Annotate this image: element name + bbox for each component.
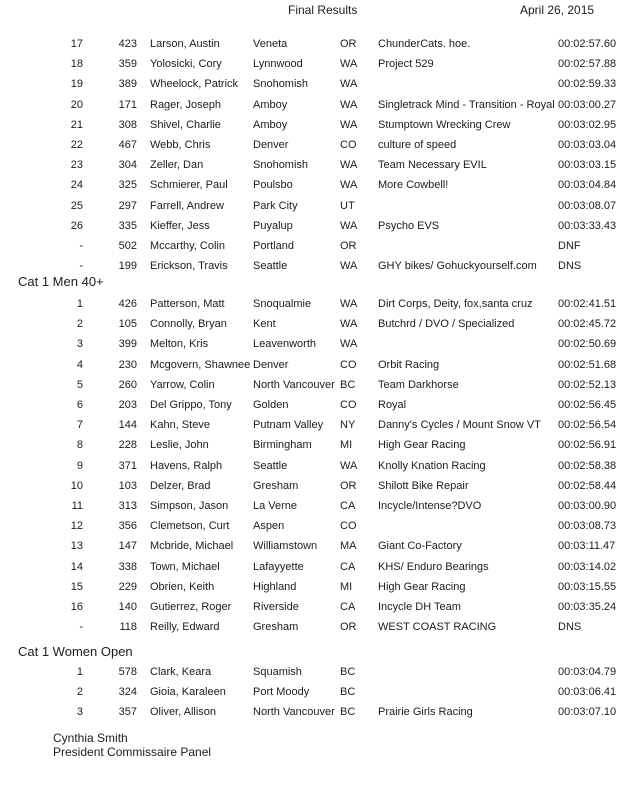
place-cell: 13 xyxy=(70,540,83,553)
time-cell: 00:02:56.91 xyxy=(558,439,617,452)
rider-name-cell: Erickson, Travis xyxy=(150,260,228,273)
team-cell: More Cowbell! xyxy=(378,179,449,192)
time-cell: 00:02:45.72 xyxy=(558,318,617,331)
place-cell: 1 xyxy=(76,666,83,679)
city-cell: Denver xyxy=(253,358,289,371)
result-row xyxy=(0,175,640,195)
rider-name-cell: Yolosicki, Cory xyxy=(150,58,222,71)
state-cell: WA xyxy=(340,459,358,472)
city-cell: Amboy xyxy=(253,118,288,131)
state-cell: OR xyxy=(340,479,357,492)
time-cell: 00:03:00.90 xyxy=(558,499,617,512)
result-row xyxy=(0,314,640,334)
bib-number-cell: 140 xyxy=(118,600,137,613)
place-cell: 25 xyxy=(70,199,83,212)
team-cell: Incycle/Intense?DVO xyxy=(378,499,482,512)
rider-name-cell: Connolly, Bryan xyxy=(150,318,227,331)
state-cell: WA xyxy=(340,219,358,232)
rider-name-cell: Melton, Kris xyxy=(150,338,209,351)
time-cell: 00:03:02.95 xyxy=(558,118,617,131)
bib-number-cell: 199 xyxy=(118,260,137,273)
signature-block xyxy=(53,731,211,759)
place-cell: 19 xyxy=(70,78,83,91)
team-cell: Dirt Corps, Deity, fox,santa cruz xyxy=(378,298,533,311)
bib-number-cell: 313 xyxy=(118,499,137,512)
team-cell: GHY bikes/ Gohuckyourself.com xyxy=(378,260,537,273)
result-row xyxy=(0,74,640,94)
city-cell: Portland xyxy=(253,239,294,252)
city-cell: Gresham xyxy=(253,479,299,492)
rider-name-cell: Simpson, Jason xyxy=(150,499,229,512)
place-cell: 20 xyxy=(70,98,83,111)
team-cell: Incycle DH Team xyxy=(378,600,461,613)
state-cell: CA xyxy=(340,499,356,512)
state-cell: CA xyxy=(340,600,356,613)
team-cell: Project 529 xyxy=(378,58,434,71)
state-cell: WA xyxy=(340,338,358,351)
team-cell: Shilott Bike Repair xyxy=(378,479,469,492)
result-row xyxy=(0,34,640,54)
city-cell: Birmingham xyxy=(253,439,312,452)
state-cell: MI xyxy=(340,439,353,452)
rider-name-cell: Oliver, Allison xyxy=(150,706,217,719)
place-cell: 22 xyxy=(70,139,83,152)
team-cell: Giant Co-Factory xyxy=(378,540,462,553)
place-cell: 6 xyxy=(76,399,83,412)
state-cell: BC xyxy=(340,686,356,699)
result-row xyxy=(0,435,640,455)
result-row xyxy=(0,95,640,115)
team-cell: Danny's Cycles / Mount Snow VT xyxy=(378,419,541,432)
rider-name-cell: Gutierrez, Roger xyxy=(150,600,232,613)
city-cell: Kent xyxy=(253,318,276,331)
state-cell: OR xyxy=(340,239,357,252)
city-cell: La Verne xyxy=(253,499,298,512)
state-cell: OR xyxy=(340,621,357,634)
rider-name-cell: Town, Michael xyxy=(150,560,220,573)
city-cell: Lafayyette xyxy=(253,560,304,573)
state-cell: OR xyxy=(340,38,357,51)
bib-number-cell: 357 xyxy=(118,706,137,719)
result-row xyxy=(0,556,640,576)
state-cell: WA xyxy=(340,318,358,331)
rider-name-cell: Clark, Keara xyxy=(150,666,212,679)
result-row xyxy=(0,496,640,516)
place-cell: 7 xyxy=(76,419,83,432)
place-cell: 1 xyxy=(76,298,83,311)
place-cell: 24 xyxy=(70,179,83,192)
time-cell: 00:03:08.07 xyxy=(558,199,617,212)
result-row xyxy=(0,375,640,395)
state-cell: WA xyxy=(340,298,358,311)
result-row xyxy=(0,662,640,682)
bib-number-cell: 325 xyxy=(118,179,137,192)
state-cell: UT xyxy=(340,199,355,212)
city-cell: Williamstown xyxy=(253,540,318,553)
time-cell: 00:03:06.41 xyxy=(558,686,617,699)
time-cell: 00:02:58.44 xyxy=(558,479,617,492)
city-cell: Poulsbo xyxy=(253,179,293,192)
time-cell: 00:02:59.33 xyxy=(558,78,617,91)
state-cell: WA xyxy=(340,260,358,273)
bib-number-cell: 229 xyxy=(118,580,137,593)
state-cell: MI xyxy=(340,580,353,593)
bib-number-cell: 335 xyxy=(118,219,137,232)
time-cell: 00:02:50.69 xyxy=(558,338,617,351)
bib-number-cell: 308 xyxy=(118,118,137,131)
time-cell: 00:03:15.55 xyxy=(558,580,617,593)
city-cell: Leavenworth xyxy=(253,338,316,351)
rider-name-cell: Farrell, Andrew xyxy=(150,199,224,212)
city-cell: Squamish xyxy=(253,666,302,679)
result-row xyxy=(0,355,640,375)
bib-number-cell: 356 xyxy=(118,520,137,533)
result-row xyxy=(0,395,640,415)
bib-number-cell: 228 xyxy=(118,439,137,452)
place-cell: 4 xyxy=(76,358,83,371)
commissaire-name: Cynthia Smith xyxy=(53,731,128,745)
bib-number-cell: 103 xyxy=(118,479,137,492)
city-cell: Veneta xyxy=(253,38,288,51)
bib-number-cell: 260 xyxy=(118,378,137,391)
bib-number-cell: 338 xyxy=(118,560,137,573)
rider-name-cell: Patterson, Matt xyxy=(150,298,225,311)
bib-number-cell: 389 xyxy=(118,78,137,91)
results-table-cat1-women-open xyxy=(0,662,640,723)
time-cell: 00:03:33.43 xyxy=(558,219,617,232)
bib-number-cell: 426 xyxy=(118,298,137,311)
team-cell: Stumptown Wrecking Crew xyxy=(378,118,511,131)
place-cell: 23 xyxy=(70,159,83,172)
state-cell: WA xyxy=(340,98,358,111)
rider-name-cell: Webb, Chris xyxy=(150,139,211,152)
result-row xyxy=(0,54,640,74)
section-header-cat1-men-40plus: Cat 1 Men 40+ xyxy=(18,274,104,289)
result-row xyxy=(0,536,640,556)
city-cell: Riverside xyxy=(253,600,299,613)
result-row xyxy=(0,617,640,637)
rider-name-cell: Mcgovern, Shawnee xyxy=(150,358,251,371)
time-cell: 00:03:03.04 xyxy=(558,139,617,152)
city-cell: Lynnwood xyxy=(253,58,303,71)
time-cell: 00:02:41.51 xyxy=(558,298,617,311)
team-cell: Team Necessary EVIL xyxy=(378,159,487,172)
state-cell: MA xyxy=(340,540,357,553)
place-cell: 3 xyxy=(76,338,83,351)
result-row xyxy=(0,216,640,236)
place-cell: - xyxy=(79,239,83,252)
place-cell: 2 xyxy=(76,686,83,699)
state-cell: BC xyxy=(340,378,356,391)
time-cell: DNS xyxy=(558,621,582,634)
city-cell: Putnam Valley xyxy=(253,419,324,432)
place-cell: 2 xyxy=(76,318,83,331)
rider-name-cell: Clemetson, Curt xyxy=(150,520,230,533)
bib-number-cell: 118 xyxy=(119,621,137,634)
team-cell: High Gear Racing xyxy=(378,439,466,452)
bib-number-cell: 502 xyxy=(118,239,137,252)
city-cell: Seattle xyxy=(253,459,288,472)
bib-number-cell: 171 xyxy=(118,98,137,111)
city-cell: Gresham xyxy=(253,621,299,634)
commissaire-title: President Commissaire Panel xyxy=(53,745,212,759)
place-cell: - xyxy=(79,260,83,273)
place-cell: 8 xyxy=(76,439,83,452)
section-header-cat1-women-open: Cat 1 Women Open xyxy=(18,644,133,659)
city-cell: Snoqualmie xyxy=(253,298,312,311)
time-cell: 00:03:04.84 xyxy=(558,179,617,192)
result-row xyxy=(0,135,640,155)
state-cell: CO xyxy=(340,358,357,371)
state-cell: NY xyxy=(340,419,356,432)
time-cell: 00:02:56.54 xyxy=(558,419,617,432)
result-row xyxy=(0,236,640,256)
place-cell: - xyxy=(79,621,83,634)
team-cell: KHS/ Enduro Bearings xyxy=(378,560,489,573)
time-cell: 00:03:03.15 xyxy=(558,159,617,172)
bib-number-cell: 144 xyxy=(118,419,137,432)
rider-name-cell: Zeller, Dan xyxy=(150,159,204,172)
place-cell: 26 xyxy=(70,219,83,232)
time-cell: 00:03:14.02 xyxy=(558,560,617,573)
page-date: April 26, 2015 xyxy=(520,3,595,17)
rider-name-cell: Delzer, Brad xyxy=(150,479,211,492)
bib-number-cell: 324 xyxy=(118,686,137,699)
time-cell: 00:03:07.10 xyxy=(558,706,617,719)
state-cell: WA xyxy=(340,58,358,71)
place-cell: 16 xyxy=(70,600,83,613)
city-cell: North Vancouver xyxy=(253,378,335,391)
bib-number-cell: 105 xyxy=(118,318,137,331)
result-row xyxy=(0,702,640,722)
time-cell: 00:03:00.27 xyxy=(558,98,617,111)
bib-number-cell: 371 xyxy=(118,459,137,472)
state-cell: WA xyxy=(340,78,358,91)
bib-number-cell: 467 xyxy=(118,139,137,152)
result-row xyxy=(0,115,640,135)
rider-name-cell: Obrien, Keith xyxy=(150,580,215,593)
city-cell: Golden xyxy=(253,399,289,412)
team-cell: Singletrack Mind - Transition - Royal xyxy=(378,98,555,111)
place-cell: 11 xyxy=(71,499,83,512)
bib-number-cell: 230 xyxy=(118,358,137,371)
state-cell: WA xyxy=(340,179,358,192)
rider-name-cell: Havens, Ralph xyxy=(150,459,223,472)
team-cell: culture of speed xyxy=(378,139,457,152)
rider-name-cell: Shivel, Charlie xyxy=(150,118,221,131)
bib-number-cell: 578 xyxy=(118,666,137,679)
place-cell: 5 xyxy=(76,378,83,391)
place-cell: 17 xyxy=(70,38,83,51)
city-cell: Amboy xyxy=(253,98,288,111)
time-cell: DNS xyxy=(558,260,582,273)
city-cell: Seattle xyxy=(253,260,288,273)
state-cell: WA xyxy=(340,159,358,172)
state-cell: CA xyxy=(340,560,356,573)
bib-number-cell: 297 xyxy=(118,199,137,212)
time-cell: 00:02:58.38 xyxy=(558,459,617,472)
city-cell: Highland xyxy=(253,580,297,593)
bib-number-cell: 423 xyxy=(118,38,137,51)
team-cell: Orbit Racing xyxy=(378,358,440,371)
rider-name-cell: Mcbride, Michael xyxy=(150,540,234,553)
bib-number-cell: 203 xyxy=(118,399,137,412)
city-cell: Aspen xyxy=(253,520,285,533)
place-cell: 14 xyxy=(70,560,83,573)
result-row xyxy=(0,476,640,496)
result-row xyxy=(0,415,640,435)
team-cell: High Gear Racing xyxy=(378,580,466,593)
rider-name-cell: Mccarthy, Colin xyxy=(150,239,225,252)
result-row xyxy=(0,334,640,354)
state-cell: CO xyxy=(340,139,357,152)
team-cell: Team Darkhorse xyxy=(378,378,459,391)
time-cell: 00:03:11.47 xyxy=(558,540,616,553)
place-cell: 9 xyxy=(76,459,83,472)
city-cell: Snohomish xyxy=(253,159,309,172)
rider-name-cell: Rager, Joseph xyxy=(150,98,221,111)
rider-name-cell: Larson, Austin xyxy=(150,38,220,51)
time-cell: 00:02:57.60 xyxy=(558,38,617,51)
place-cell: 12 xyxy=(70,520,83,533)
team-cell: Butchrd / DVO / Specialized xyxy=(378,318,515,331)
time-cell: 00:02:51.68 xyxy=(558,358,617,371)
time-cell: 00:02:52.13 xyxy=(558,378,617,391)
rider-name-cell: Del Grippo, Tony xyxy=(150,399,232,412)
page-title: Final Results xyxy=(288,3,358,17)
team-cell: Knolly Knation Racing xyxy=(378,459,486,472)
time-cell: 00:03:04.79 xyxy=(558,666,617,679)
result-row xyxy=(0,577,640,597)
time-cell: 00:03:08.73 xyxy=(558,520,617,533)
rider-name-cell: Wheelock, Patrick xyxy=(150,78,239,91)
city-cell: Port Moody xyxy=(253,686,310,699)
bib-number-cell: 304 xyxy=(118,159,137,172)
city-cell: Park City xyxy=(253,199,298,212)
rider-name-cell: Reilly, Edward xyxy=(150,621,220,634)
team-cell: WEST COAST RACING xyxy=(378,621,497,634)
place-cell: 3 xyxy=(76,706,83,719)
time-cell: 00:02:56.45 xyxy=(558,399,617,412)
rider-name-cell: Leslie, John xyxy=(150,439,209,452)
time-cell: DNF xyxy=(558,239,581,252)
result-row xyxy=(0,456,640,476)
bib-number-cell: 359 xyxy=(118,58,137,71)
rider-name-cell: Kieffer, Jess xyxy=(150,219,210,232)
time-cell: 00:03:35.24 xyxy=(558,600,617,613)
result-row xyxy=(0,516,640,536)
team-cell: Psycho EVS xyxy=(378,219,440,232)
team-cell: Prairie Girls Racing xyxy=(378,706,473,719)
team-cell: Royal xyxy=(378,399,407,412)
state-cell: BC xyxy=(340,666,356,679)
state-cell: CO xyxy=(340,399,357,412)
result-row xyxy=(0,196,640,216)
place-cell: 18 xyxy=(70,58,83,71)
result-row xyxy=(0,294,640,314)
results-table-cat1-men-40plus xyxy=(0,294,640,637)
city-cell: Snohomish xyxy=(253,78,309,91)
results-table-cat1-men-open-continued xyxy=(0,34,640,276)
result-row xyxy=(0,597,640,617)
bib-number-cell: 399 xyxy=(118,338,137,351)
place-cell: 21 xyxy=(70,118,83,131)
city-cell: North Vancouver xyxy=(253,706,335,719)
result-row xyxy=(0,682,640,702)
place-cell: 10 xyxy=(70,479,83,492)
state-cell: WA xyxy=(340,118,358,131)
state-cell: CO xyxy=(340,520,357,533)
rider-name-cell: Gioia, Karaleen xyxy=(150,686,226,699)
rider-name-cell: Yarrow, Colin xyxy=(150,378,215,391)
city-cell: Denver xyxy=(253,139,289,152)
city-cell: Puyalup xyxy=(253,219,293,232)
rider-name-cell: Kahn, Steve xyxy=(150,419,210,432)
result-row xyxy=(0,155,640,175)
team-cell: ChunderCats. hoe. xyxy=(378,38,471,51)
rider-name-cell: Schmierer, Paul xyxy=(150,179,228,192)
state-cell: BC xyxy=(340,706,356,719)
place-cell: 15 xyxy=(70,580,83,593)
time-cell: 00:02:57.88 xyxy=(558,58,617,71)
bib-number-cell: 147 xyxy=(118,540,137,553)
